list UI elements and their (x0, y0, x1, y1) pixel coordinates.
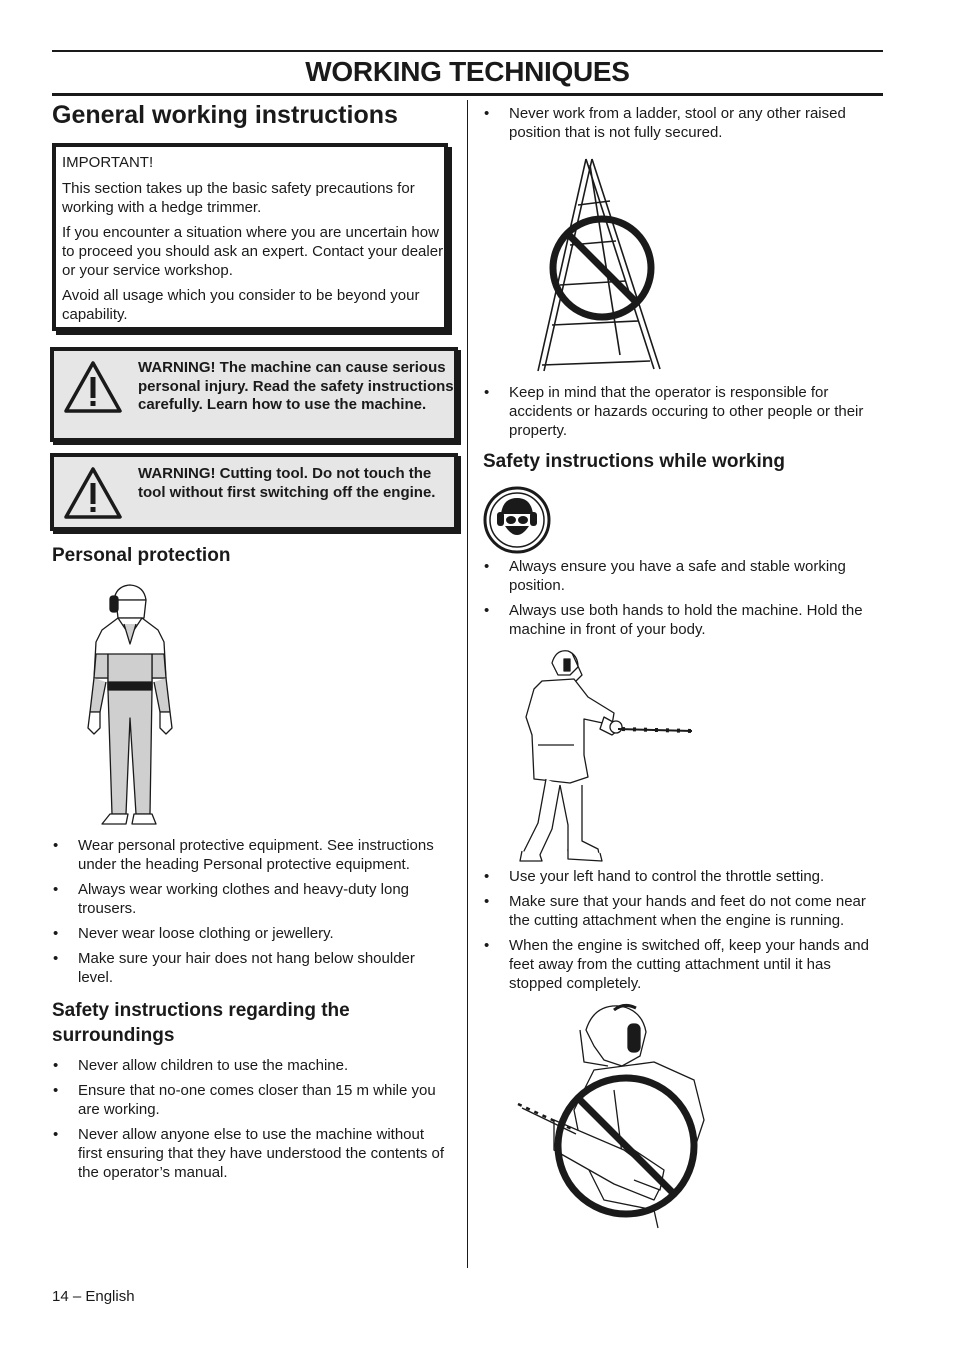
prohibited-hands-near-blade-icon (514, 1000, 710, 1230)
protective-equipment-icon (483, 486, 551, 554)
section-heading: General working instructions (52, 101, 398, 129)
header-top-rule (52, 50, 883, 52)
list-item: • Never work from a ladder, stool or any other raised position that is not fully secured. (483, 104, 883, 142)
important-label: IMPORTANT! (62, 154, 154, 171)
surroundings-list (52, 1056, 452, 1188)
list-item: • Never allow anyone else to use the machine without first ensuring that they have understood the contents of the operator’s manual. (52, 1125, 452, 1182)
warning-triangle-icon (62, 465, 124, 521)
ladder-list (483, 104, 883, 148)
list-item: • Make sure your hair does not hang below shoulder level. (52, 949, 452, 987)
warning-box (50, 347, 458, 442)
important-box (52, 143, 448, 331)
personal-protection-list (52, 836, 452, 993)
warning-text: WARNING! Cutting tool. Do not touch the tool without first switching off the engine. (138, 465, 436, 501)
list-item: • Make sure that your hands and feet do not come near the cutting attachment when the engine is running. (483, 892, 883, 930)
important-paragraph: Avoid all usage which you consider to be beyond your capability. (62, 287, 420, 323)
list-item: • Keep in mind that the operator is responsible for accidents or hazards occuring to other people or their property. (483, 383, 883, 440)
warning-triangle-icon (62, 359, 124, 415)
responsibility-list (483, 383, 883, 446)
list-item: • Never wear loose clothing or jewellery. (52, 924, 452, 943)
protective-clothing-illustration (80, 578, 180, 828)
prohibited-ladder-icon (534, 155, 668, 377)
list-item: • Ensure that no-one comes closer than 15 m while you are working. (52, 1081, 452, 1119)
list-item: • Always wear working clothes and heavy-duty long trousers. (52, 880, 452, 918)
important-paragraph: If you encounter a situation where you are uncertain how to proceed you should ask an expert. Contact your dealer or your service workshop. (62, 224, 444, 279)
page-title: WORKING TECHNIQUES (305, 56, 630, 87)
operator-hedge-trimmer-illustration (512, 645, 696, 865)
list-item: • When the engine is switched off, keep your hands and feet away from the cutting attachment until it has stopped completely. (483, 936, 883, 993)
working-heading: Safety instructions while working (483, 451, 785, 472)
warning-text: WARNING! The machine can cause serious personal injury. Read the safety instructions carefully. Learn how to use the machine. (138, 359, 454, 413)
surroundings-heading: Safety instructions regarding the surroundings (52, 1000, 350, 1046)
list-item: • Never allow children to use the machine. (52, 1056, 452, 1075)
list-item: • Wear personal protective equipment. See instructions under the heading Personal protective equipment. (52, 836, 452, 874)
list-item: • Use your left hand to control the throttle setting. (483, 867, 883, 886)
working-list-a (483, 557, 883, 645)
warning-box (50, 453, 458, 531)
list-item: • Always ensure you have a safe and stable working position. (483, 557, 883, 595)
list-item: • Always use both hands to hold the machine. Hold the machine in front of your body. (483, 601, 883, 639)
personal-protection-heading: Personal protection (52, 545, 231, 566)
header-bottom-rule (52, 93, 883, 96)
page-footer: 14 – English (52, 1288, 135, 1305)
column-divider (467, 100, 468, 1268)
working-list-b (483, 867, 883, 999)
important-paragraph: This section takes up the basic safety precautions for working with a hedge trimmer. (62, 180, 415, 216)
